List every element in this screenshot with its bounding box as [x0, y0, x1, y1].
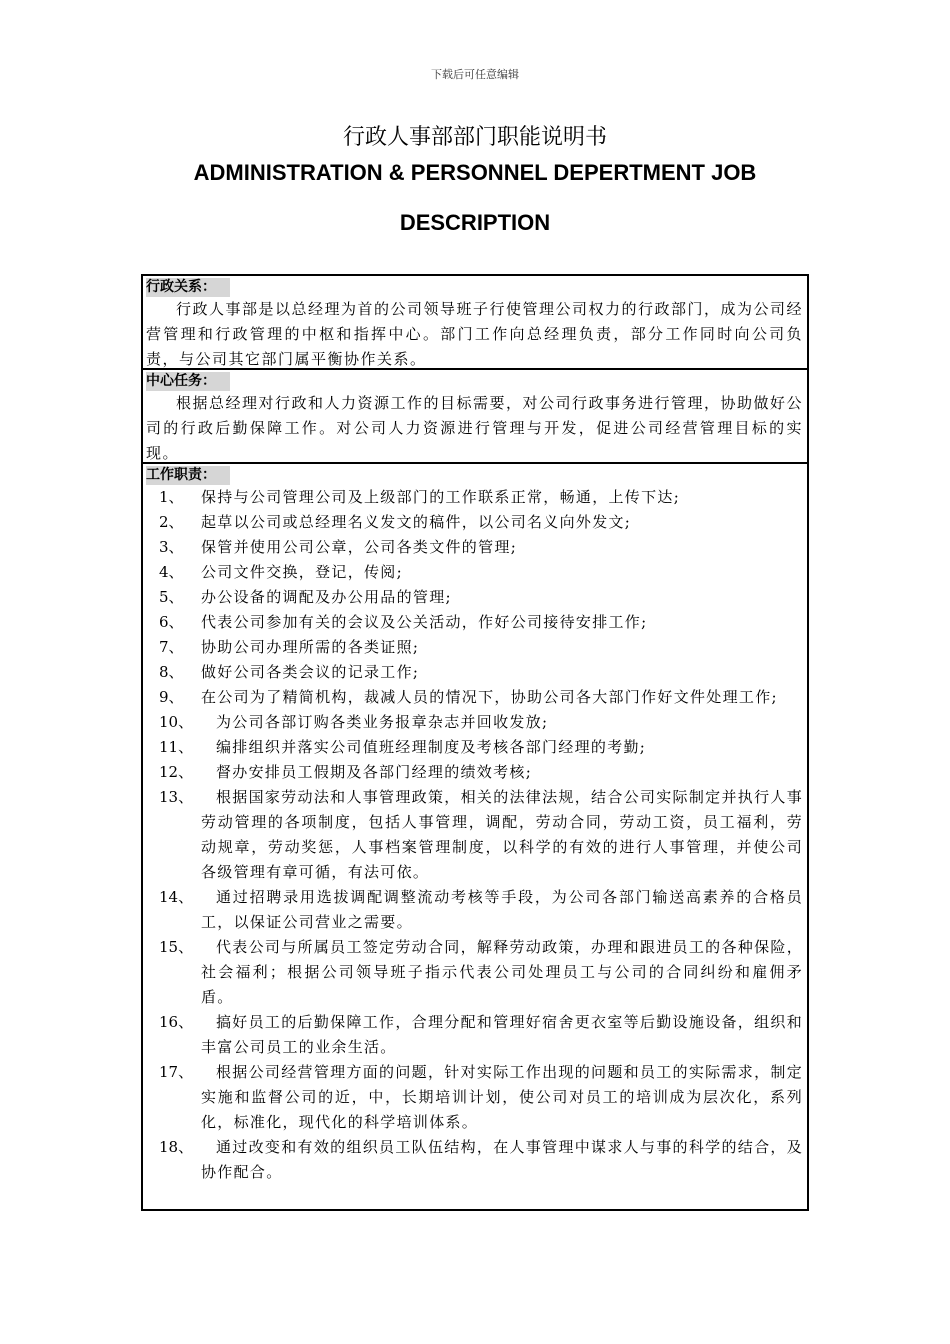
section-mission-label: 中心任务：	[146, 372, 230, 391]
duty-item	[146, 560, 803, 585]
duty-item	[146, 1135, 803, 1185]
duty-item	[146, 1010, 803, 1060]
duty-number: 8、	[159, 663, 184, 681]
duty-number: 1、	[159, 488, 184, 506]
duty-text: 督办安排员工假期及各部门经理的绩效考核;	[216, 763, 533, 781]
duty-item	[146, 660, 803, 685]
duty-text: 保管并使用公司公章，公司各类文件的管理;	[201, 538, 518, 556]
duty-text: 通过招聘录用选拔调配调整流动考核等手段，为公司各部门输送高素养的合格员工，以保证公司营业之需要。	[201, 888, 803, 931]
duty-item	[146, 535, 803, 560]
section-relation	[143, 276, 807, 370]
duty-text: 代表公司参加有关的会议及公关活动，作好公司接待安排工作;	[201, 613, 648, 631]
duty-item	[146, 635, 803, 660]
duty-number: 16、	[159, 1013, 194, 1031]
duty-text: 办公设备的调配及办公用品的管理;	[201, 588, 452, 606]
section-duties	[143, 464, 807, 1185]
document-title-en-line2: DESCRIPTION	[399, 210, 551, 235]
duty-number: 17、	[159, 1063, 194, 1081]
duty-item	[146, 785, 803, 885]
duty-number: 18、	[159, 1138, 194, 1156]
duty-text: 保持与公司管理公司及上级部门的工作联系正常，畅通，上传下达;	[201, 488, 681, 506]
duty-item	[146, 485, 803, 510]
duty-number: 12、	[159, 763, 194, 781]
duty-item	[146, 935, 803, 1010]
duty-text: 搞好员工的后勤保障工作，合理分配和管理好宿舍更衣室等后勤设施设备，组织和丰富公司员工的业余生活。	[201, 1013, 803, 1056]
section-mission	[143, 370, 807, 464]
duty-text: 代表公司与所属员工签定劳动合同，解释劳动政策，办理和跟进员工的各种保险，社会福利；根据公司领导班子指示代表公司处理员工与公司的合同纠纷和雇佣矛盾。	[201, 938, 803, 1006]
duty-text: 起草以公司或总经理名义发文的稿件，以公司名义向外发文;	[201, 513, 632, 531]
duty-number: 10、	[159, 713, 194, 731]
duty-item	[146, 685, 803, 710]
duty-number: 15、	[159, 938, 194, 956]
duty-number: 6、	[159, 613, 184, 631]
duty-item	[146, 885, 803, 935]
job-description-table	[141, 274, 809, 1211]
section-mission-text: 根据总经理对行政和人力资源工作的目标需要，对公司行政事务进行管理，协助做好公司的行政后勤保障工作。对公司人力资源进行管理与开发，促进公司经营管理目标的实现。	[146, 394, 804, 462]
duty-text: 为公司各部订购各类业务报章杂志并回收发放;	[216, 713, 549, 731]
duty-number: 13、	[159, 788, 194, 806]
document-title-cn: 行政人事部部门职能说明书	[342, 125, 607, 150]
duties-list	[146, 485, 803, 1185]
duty-item	[146, 710, 803, 735]
duty-number: 3、	[159, 538, 184, 556]
duty-text: 编排组织并落实公司值班经理制度及考核各部门经理的考勤;	[216, 738, 647, 756]
duty-number: 7、	[159, 638, 184, 656]
duty-item	[146, 760, 803, 785]
duty-number: 2、	[159, 513, 184, 531]
duty-number: 5、	[159, 588, 184, 606]
duty-text: 在公司为了精简机构，裁减人员的情况下，协助公司各大部门作好文件处理工作;	[201, 688, 778, 706]
duty-number: 14、	[159, 888, 194, 906]
duty-item	[146, 510, 803, 535]
duty-item	[146, 610, 803, 635]
duty-text: 协助公司办理所需的各类证照;	[201, 638, 420, 656]
document-title-en-line1: ADMINISTRATION & PERSONNEL DEPERTMENT JOB	[193, 160, 757, 185]
duty-text: 公司文件交换，登记，传阅;	[201, 563, 403, 581]
duty-number: 9、	[159, 688, 184, 706]
duty-number: 4、	[159, 563, 184, 581]
section-relation-label: 行政关系：	[146, 278, 230, 297]
header-note: 下载后可任意编辑	[431, 68, 519, 81]
duty-item	[146, 735, 803, 760]
duty-item	[146, 585, 803, 610]
duty-item	[146, 1060, 803, 1135]
section-duties-label: 工作职责：	[146, 466, 230, 485]
duty-text: 根据国家劳动法和人事管理政策，相关的法律法规，结合公司实际制定并执行人事劳动管理的各项制度，包括人事管理，调配，劳动合同，劳动工资，员工福利，劳动规章，劳动奖惩，人事档案管理制度，以科学的有效的进行人事管理，并使公司各级管理有章可循，有法可依。	[201, 788, 803, 881]
section-relation-text: 行政人事部是以总经理为首的公司领导班子行使管理公司权力的行政部门，成为公司经营管理和行政管理的中枢和指挥中心。部门工作向总经理负责，部分工作同时向公司负责，与公司其它部门属平衡协作关系。	[146, 300, 804, 368]
duty-text: 根据公司经营管理方面的问题，针对实际工作出现的问题和员工的实际需求，制定实施和监督公司的近，中，长期培训计划，使公司对员工的培训成为层次化，系列化，标准化，现代化的科学培训体系。	[201, 1063, 803, 1131]
duty-text: 做好公司各类会议的记录工作;	[201, 663, 420, 681]
duty-text: 通过改变和有效的组织员工队伍结构，在人事管理中谋求人与事的科学的结合，及协作配合。	[201, 1138, 803, 1181]
duty-number: 11、	[159, 738, 194, 756]
